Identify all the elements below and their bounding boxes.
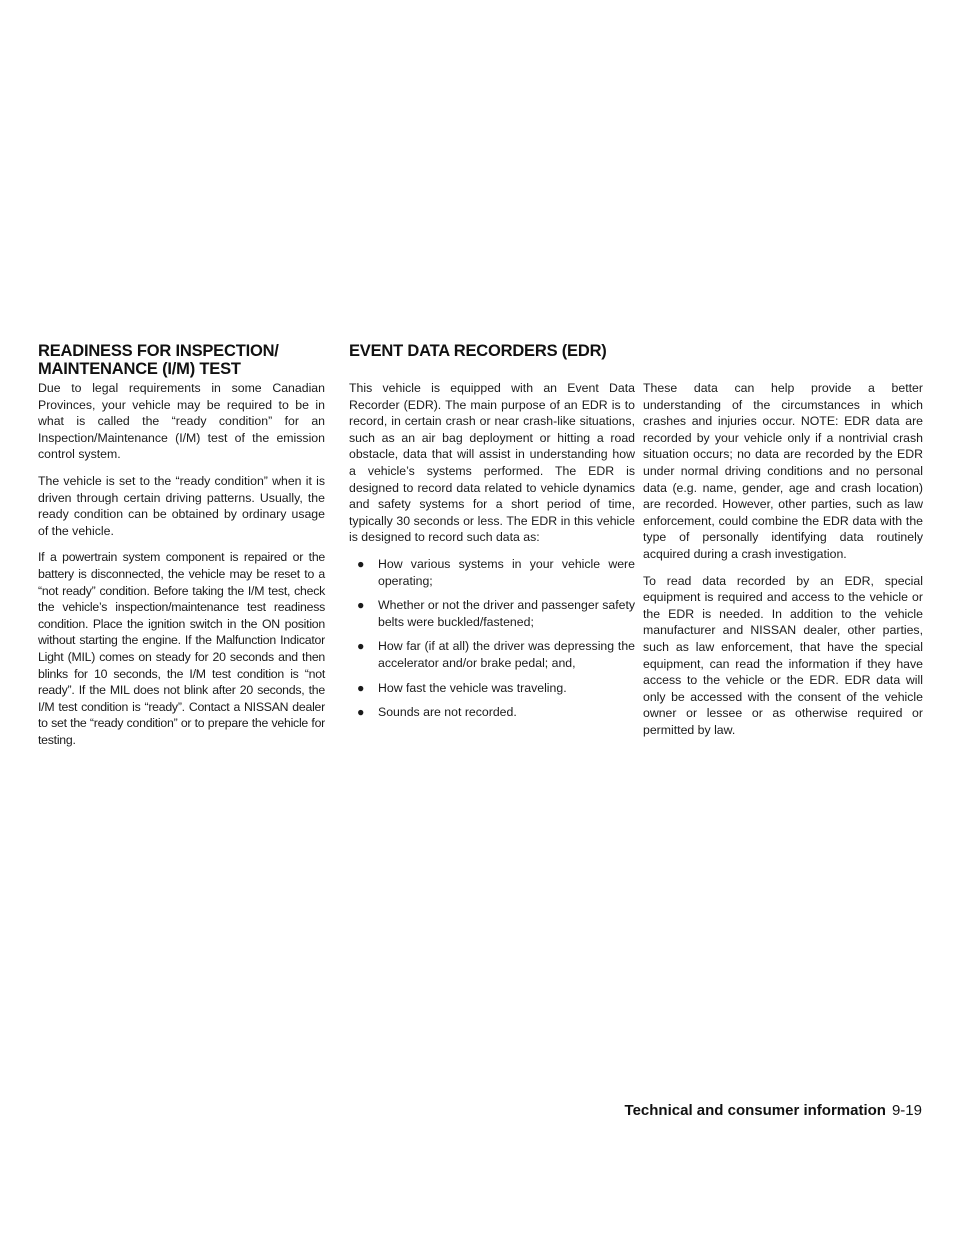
- edr-paragraph-2: To read data recorded by an EDR, special equipment is required and access to the vehicle or the EDR is needed. In addition to the vehicle manufacturer and NISSAN dealer, other parties, such as law enforcement, that have the special equipment, can read the information if they have access to the vehicle or the EDR. EDR data will only be accessed with the consent of the vehicle owner or lessee or as otherwise required or permitted by law.: [643, 573, 923, 737]
- readiness-paragraph-3: If a powertrain system component is repaired or the battery is disconnected, the vehicle may be reset to a “not ready” condition. Before taking the I/M test, check the vehicle’s inspection/maintenance test readiness condition. Place the ignition switch in the ON position without starting the engine. If the Malfunction Indicator Light (MIL) comes on steady for 20 seconds and then blinks for 10 seconds, the I/M test condition is “not ready”. If the MIL does not blink after 20 seconds, the I/M test condition is “ready”. Contact a NISSAN dealer to set the “ready condition” or to prepare the vehicle for testing.: [38, 550, 325, 747]
- list-item: [349, 556, 635, 589]
- footer-section-title: Technical and consumer information: [624, 1102, 886, 1119]
- bullet-icon: ●: [357, 680, 365, 695]
- bullet-text: How fast the vehicle was traveling.: [378, 680, 567, 695]
- column-readiness: [38, 380, 325, 758]
- column-edr: [349, 380, 635, 729]
- bullet-text: Sounds are not recorded.: [378, 705, 517, 720]
- bullet-icon: ●: [357, 639, 365, 654]
- page-footer: [620, 1102, 922, 1119]
- bullet-text: Whether or not the driver and passenger safety belts were buckled/fastened;: [378, 598, 636, 629]
- column-edr-continued: [643, 380, 923, 748]
- readiness-paragraph-1: Due to legal requirements in some Canadian Provinces, your vehicle may be required to be in what is called the “ready condition” for an Inspection/Maintenance (I/M) test of the emission control system.: [38, 381, 325, 462]
- heading-readiness: [38, 342, 338, 378]
- bullet-icon: ●: [357, 598, 365, 613]
- edr-intro-paragraph: This vehicle is equipped with an Event Data Recorder (EDR). The main purpose of an EDR is to record, in certain crash or near crash-like situations, such as an air bag deployment or hitting a road obstacle, data that will assist in understanding how a vehicle’s systems performed. The EDR is designed to record data related to vehicle dynamics and safety systems for a short period of time, typically 30 seconds or less. The EDR in this vehicle is designed to record such data as:: [349, 381, 635, 545]
- bullet-text: How various systems in your vehicle were operating;: [378, 556, 635, 588]
- heading-edr: EVENT DATA RECORDERS (EDR): [349, 342, 607, 360]
- heading-readiness-line2: MAINTENANCE (I/M) TEST: [38, 360, 241, 378]
- list-item: [349, 704, 635, 721]
- list-item: [349, 597, 635, 630]
- list-item: [349, 638, 635, 671]
- heading-readiness-line1: READINESS FOR INSPECTION/: [38, 342, 279, 360]
- bullet-icon: ●: [357, 556, 365, 571]
- edr-bullet-list: [349, 556, 635, 721]
- edr-paragraph-1: These data can help provide a better understanding of the circumstances in which crashes and injuries occur. NOTE: EDR data are recorded by your vehicle only if a nontrivial crash situation occurs; no data are recorded by the EDR under normal driving conditions and no personal data (e.g. name, gender, age and crash location) are recorded. However, other parties, such as law enforcement, could combine the EDR data with the type of personally identifying data routinely acquired during a crash investigation.: [643, 381, 923, 561]
- bullet-text: How far (if at all) the driver was depressing the accelerator and/or brake pedal; and,: [378, 639, 635, 670]
- footer-page-number: 9-19: [891, 1102, 922, 1119]
- readiness-paragraph-2: The vehicle is set to the “ready condition” when it is driven through certain driving patterns. Usually, the ready condition can be obtained by ordinary usage of the vehicle.: [38, 473, 325, 538]
- bullet-icon: ●: [357, 705, 365, 720]
- list-item: [349, 680, 635, 697]
